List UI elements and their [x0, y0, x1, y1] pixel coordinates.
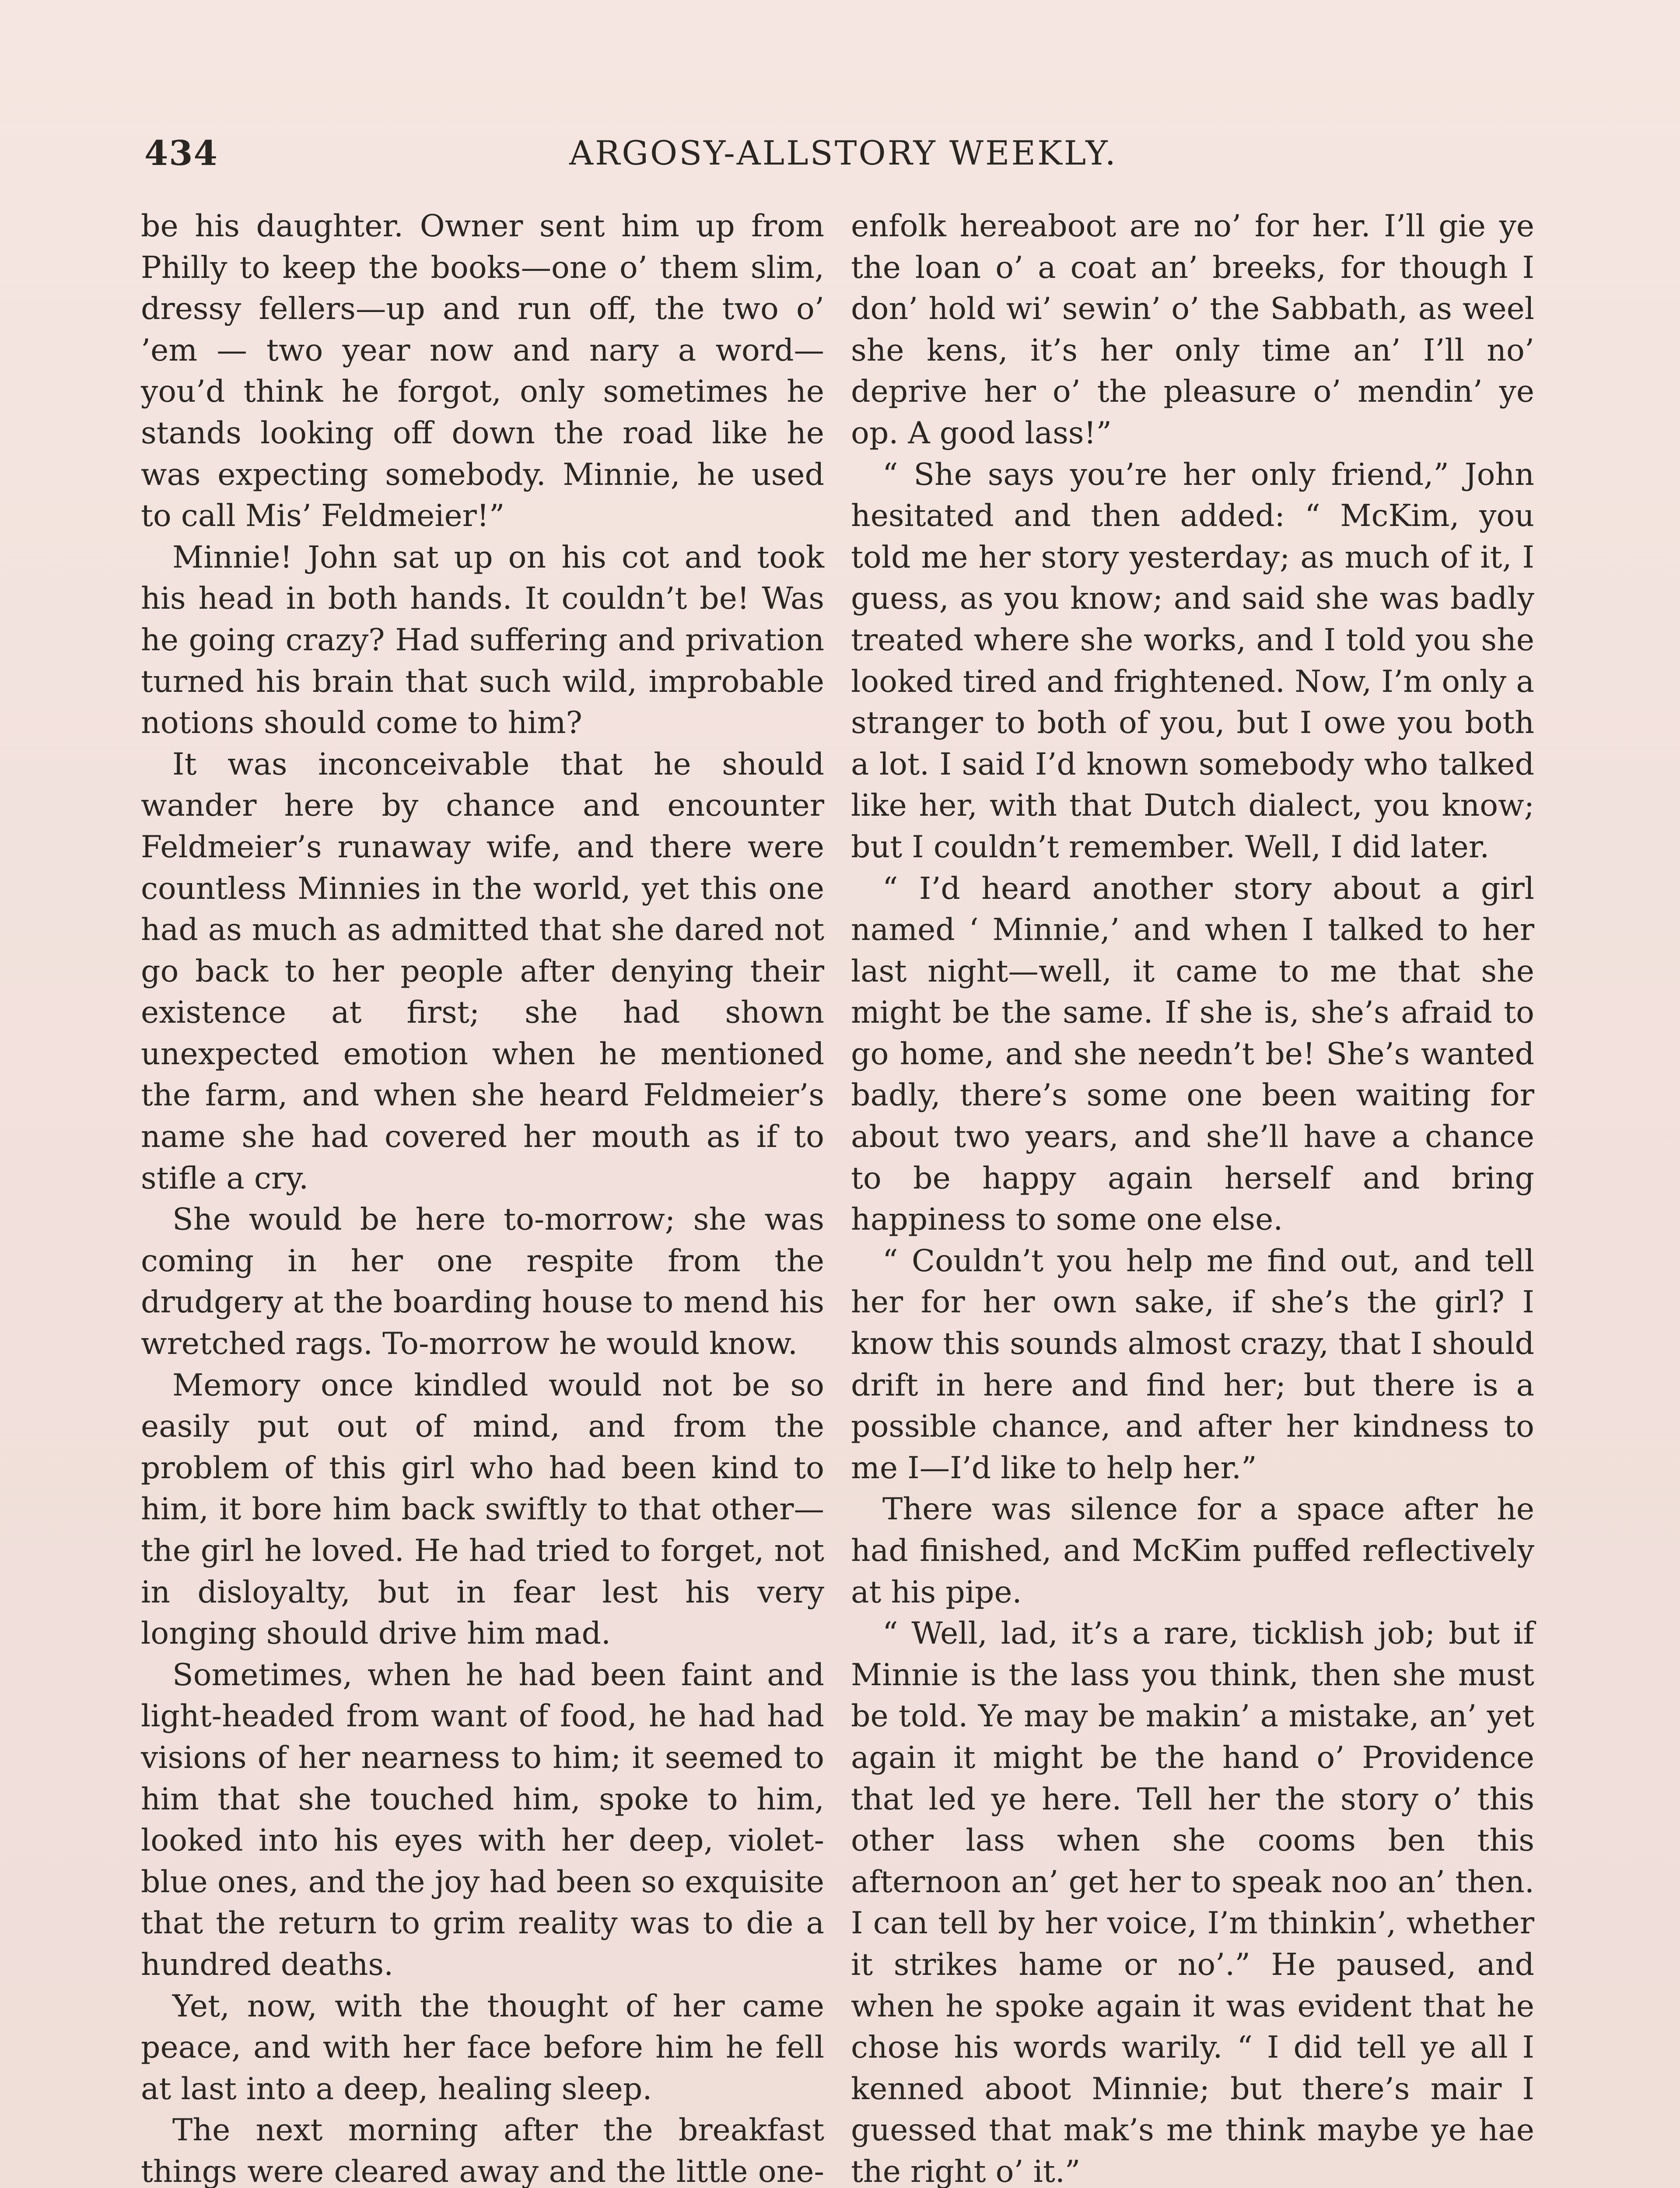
page-header: [144, 133, 1542, 182]
paragraph: Sometimes, when he had been faint and light-headed from want of food, he had had visions of her nearness to him; it seemed to him that she touched him, spoke to him, looked into his eyes with her deep, violet-blue ones, and the joy had been so exquisite that the return to grim reality was to die a hundred deaths.: [141, 1657, 824, 1982]
paragraph: There was silence for a space after he had finished, and McKim puffed reflectively at his pipe.: [851, 1491, 1534, 1610]
paragraph: Yet, now, with the thought of her came peace, and with her face before him he fell at last into a deep, healing sleep.: [141, 1988, 824, 2107]
paragraph: “ I’d heard another story about a girl named ‘ Minnie,’ and when I talked to her last night—well, it came to me that she might be the same. If she is, she’s afraid to go home, and she needn’t be! She’s wanted badly, there’s some one been waiting for about two years, and she’ll have a chance to be happy again herself and bring happiness to some one else.: [851, 870, 1534, 1238]
page-number: 434: [144, 133, 218, 173]
paragraph: She would be here to-morrow; she was coming in her one respite from the drudgery at the boarding house to mend his wretched rags. To-morrow he would know.: [141, 1202, 824, 1362]
paragraph: It was inconceivable that he should wander here by chance and encounter Feldmeier’s runaway wife, and there were countless Minnies in the world, yet this one had as much as admitted that she dared not go back to her people after denying their existence at first; she had shown unexpected emotion when he mentioned the farm, and when she heard Feldmeier’s name she had covered her mouth as if to stifle a cry.: [141, 746, 824, 1196]
paragraph: “ Couldn’t you help me find out, and tell her for her own sake, if she’s the girl? I know this sounds almost crazy, that I should drift in here and find her; but there is a possible chance, and after her kindness to me I—I’d like to help her.”: [851, 1243, 1534, 1486]
paragraph: Minnie! John sat up on his cot and took his head in both hands. It couldn’t be! Was he going crazy? Had suffering and privation turned his brain that such wild, improbable notions should come to him?: [141, 539, 824, 741]
running-title: ARGOSY-ALLSTORY WEEKLY.: [569, 133, 1117, 172]
paragraph: “ Well, lad, it’s a rare, ticklish job; but if Minnie is the lass you think, then she must be told. Ye may be makin’ a mistake, an’ yet again it might be the hand o’ Providence that led ye here. Tell her the story o’ this other lass when she cooms ben this afternoon an’ get her to speak noo an’ then. I can tell by her voice, I’m thinkin’, whether it strikes hame or no’.” He paused, and when he spoke again it was evident that he chose his words warily. “ I did tell ye all I kenned aboot Minnie; but there’s mair I guessed that mak’s me think maybe ye hae the right o’ it.”: [851, 1616, 1534, 2188]
paragraph: be his daughter. Owner sent him up from Philly to keep the books—one o’ them slim, dressy fellers—up and run off, the two o’ ’em — two year now and nary a word—you’d think he forgot, only sometimes he stands looking off down the road like he was expecting somebody. Minnie, he used to call Mis’ Feldmeier!”: [141, 208, 824, 534]
left-column: [141, 206, 824, 2188]
paragraph: The next morning after the breakfast things were cleared away and the little one-: [141, 2112, 824, 2188]
paragraph: enfolk hereaboot are no’ for her. I’ll gie ye the loan o’ a coat an’ breeks, for though I don’ hold wi’ sewin’ o’ the Sabbath, as weel she kens, it’s her only time an’ I’ll no’ deprive her o’ the pleasure o’ mendin’ ye op. A good lass!”: [851, 208, 1534, 451]
paragraph: Memory once kindled would not be so easily put out of mind, and from the problem of this girl who had been kind to him, it bore him back swiftly to that other—the girl he loved. He had tried to forget, not in disloyalty, but in fear lest his very longing should drive him mad.: [141, 1367, 824, 1652]
paragraph: “ She says you’re her only friend,” John hesitated and then added: “ McKim, you told me her story yesterday; as much of it, I guess, as you know; and said she was badly treated where she works, and I told you she looked tired and frightened. Now, I’m only a stranger to both of you, but I owe you both a lot. I said I’d known somebody who talked like her, with that Dutch dialect, you know; but I couldn’t remember. Well, I did later.: [851, 456, 1534, 865]
right-column: [851, 206, 1534, 2188]
